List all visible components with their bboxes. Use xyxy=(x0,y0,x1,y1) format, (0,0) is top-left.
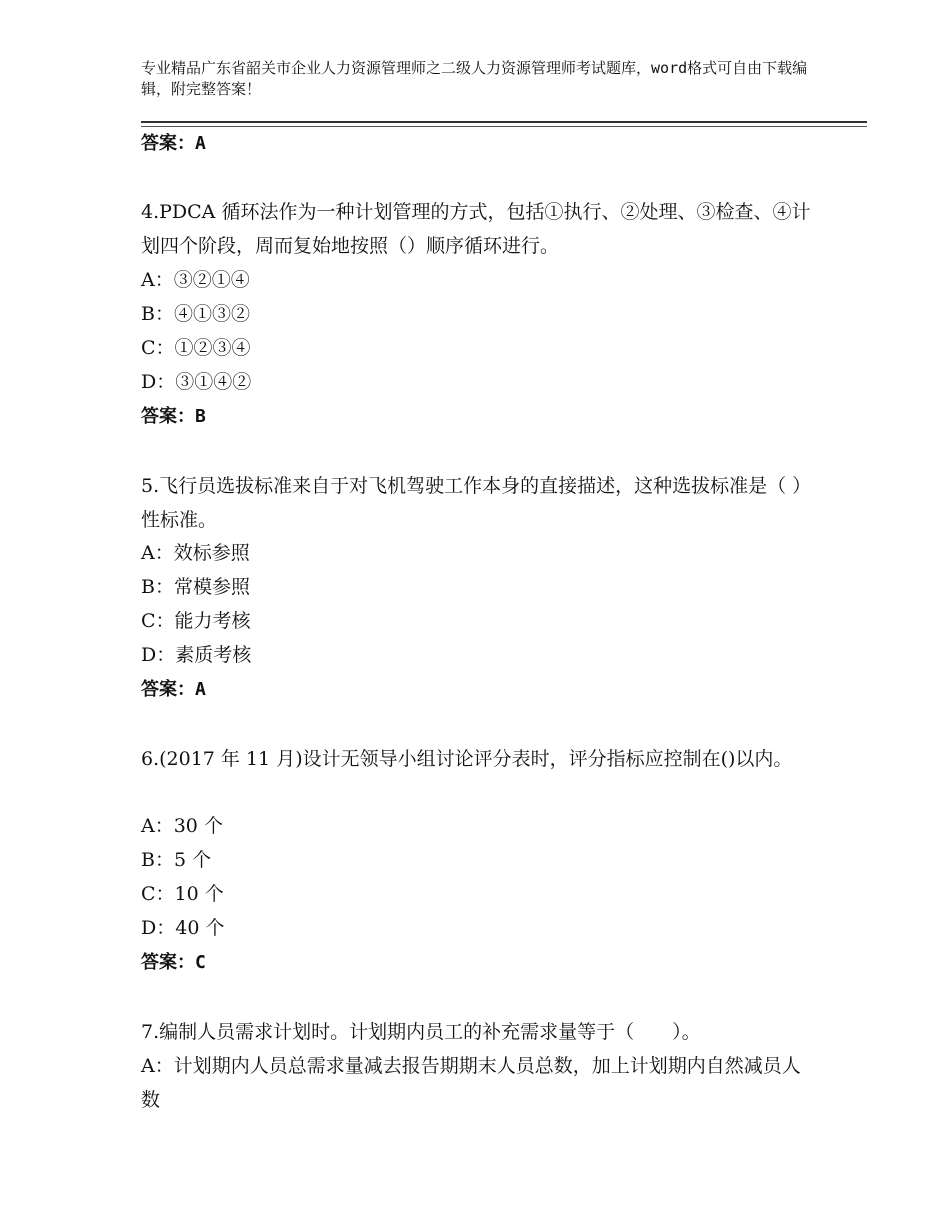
question-5-option-c: C：能力考核 xyxy=(141,610,251,632)
question-5-option-d: D：素质考核 xyxy=(141,644,252,666)
question-6-option-a: A：30 个 xyxy=(141,815,223,837)
question-7-option-a: A：计划期内人员总需求量减去报告期期末人员总数，加上计划期内自然减员人数 xyxy=(141,1055,801,1111)
header-divider-thick xyxy=(141,121,867,123)
question-5-answer: 答案：A xyxy=(141,679,206,700)
question-4-option-c: C：①②③④ xyxy=(141,337,251,359)
document-header: 专业精品广东省韶关市企业人力资源管理师之二级人力资源管理师考试题库，word格式可自由下载编辑，附完整答案！ xyxy=(141,59,808,98)
question-4-option-a: A：③②①④ xyxy=(141,269,250,291)
question-6-answer: 答案：C xyxy=(141,952,206,973)
question-6-option-c: C：10 个 xyxy=(141,883,224,905)
question-4-option-d: D：③①④② xyxy=(141,371,252,393)
question-6-text: 6.(2017 年 11 月)设计无领导小组讨论评分表时，评分指标应控制在()以内。 xyxy=(141,748,793,770)
answer-previous: 答案：A xyxy=(141,133,206,154)
question-5-text: 5.飞行员选拔标准来自于对飞机驾驶工作本身的直接描述，这种选拔标准是（ ）性标准。 xyxy=(141,475,802,531)
question-5-option-a: A：效标参照 xyxy=(141,542,250,564)
header-divider-thin xyxy=(141,126,867,127)
question-4-answer: 答案：B xyxy=(141,406,206,427)
question-4-option-b: B：④①③② xyxy=(141,303,250,325)
question-6-option-b: B：5 个 xyxy=(141,849,212,871)
question-4-text: 4.PDCA 循环法作为一种计划管理的方式，包括①执行、②处理、③检查、④计划四个阶段，周而复始地按照（）顺序循环进行。 xyxy=(141,201,811,257)
question-5-option-b: B：常模参照 xyxy=(141,576,250,598)
question-6-option-d: D：40 个 xyxy=(141,917,225,939)
question-7-text: 7.编制人员需求计划时。计划期内员工的补充需求量等于（ ）。 xyxy=(141,1021,701,1043)
